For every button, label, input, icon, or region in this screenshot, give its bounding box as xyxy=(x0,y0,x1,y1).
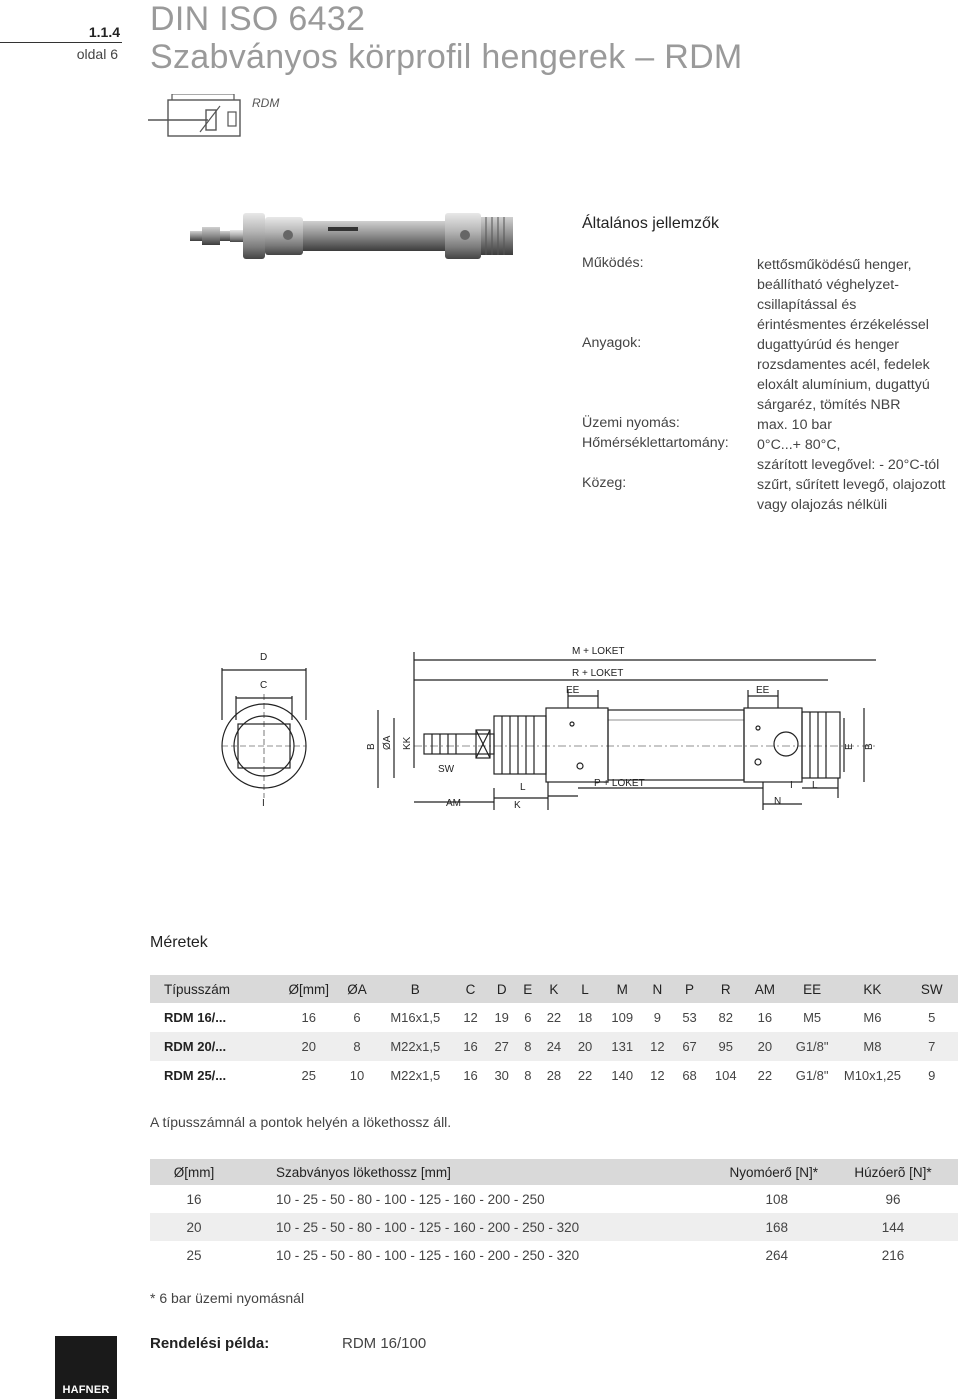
feature-value-line: szűrt, sűrített levegő, olajozott xyxy=(757,477,946,493)
dimensions-cell: G1/8" xyxy=(795,1068,829,1083)
drawing-label-i-right: I xyxy=(790,780,793,791)
cylinder-symbol-icon xyxy=(148,94,248,148)
drawing-label-k: K xyxy=(514,800,521,811)
dimensions-cell: 10 xyxy=(349,1068,365,1083)
feature-row xyxy=(582,435,960,475)
dimensions-header-cell: EE xyxy=(785,975,839,1003)
symbol-label: RDM xyxy=(252,96,280,110)
dimensions-header-cell: KK xyxy=(839,975,905,1003)
dimensions-cell: RDM 25/... xyxy=(164,1068,227,1083)
dimensions-cell: 109 xyxy=(611,1010,634,1025)
dimensions-cell: 95 xyxy=(707,1032,745,1061)
stroke-cell: 20 xyxy=(150,1213,238,1241)
drawing-label-kk: KK xyxy=(402,736,413,750)
dimensions-cell: 16 xyxy=(301,1010,316,1025)
type-note: A típusszámnál a pontok helyén a lökethossz áll. xyxy=(150,1114,452,1130)
hafner-logo xyxy=(55,1336,117,1399)
dimensions-cell: 27 xyxy=(488,1032,516,1061)
stroke-cell: 10 - 25 - 50 - 80 - 100 - 125 - 160 - 200 - 250 xyxy=(276,1191,545,1207)
drawing-label-b-left: B xyxy=(366,743,377,750)
dimensions-header-cell: Ø[mm] xyxy=(281,975,337,1003)
dimensions-cell: 5 xyxy=(928,1010,936,1025)
dimensions-header-cell: C xyxy=(453,975,487,1003)
dimensions-cell: 20 xyxy=(568,1032,602,1061)
logo-text: HAFNER xyxy=(62,1384,110,1396)
drawing-label-p-loket: P + LOKET xyxy=(594,778,645,789)
stroke-cell: 264 xyxy=(765,1247,788,1263)
dimensions-header-cell: SW xyxy=(906,975,958,1003)
feature-value-line: csillapítással és xyxy=(757,297,857,313)
dimensions-cell: 8 xyxy=(337,1032,377,1061)
feature-value xyxy=(757,435,960,475)
dimensions-cell: 6 xyxy=(353,1010,361,1025)
page-title: DIN ISO 6432 xyxy=(150,0,366,38)
dimensions-cell: M22x1,5 xyxy=(390,1068,441,1083)
dimensions-cell: 16 xyxy=(463,1068,478,1083)
table-row xyxy=(150,1003,958,1032)
feature-value-line: érintésmentes érzékeléssel xyxy=(757,317,929,333)
feature-label: Üzemi nyomás: xyxy=(582,415,680,431)
drawing-label-e: E xyxy=(844,743,855,750)
dimensions-cell: 30 xyxy=(494,1068,509,1083)
feature-label: Anyagok: xyxy=(582,335,642,351)
stroke-cell: 108 xyxy=(765,1191,788,1207)
stroke-header-cell: Ø[mm] xyxy=(150,1159,238,1185)
dimensions-header-cell: ØA xyxy=(337,975,377,1003)
feature-value-line: szárított levegővel: - 20°C-tól xyxy=(757,457,940,473)
dimensions-cell: 24 xyxy=(540,1032,568,1061)
dimensions-cell: 16 xyxy=(453,1032,487,1061)
dimensions-cell: 9 xyxy=(653,1010,662,1025)
feature-row xyxy=(582,335,960,415)
feature-value-line: eloxált alumínium, dugattyú xyxy=(757,377,930,393)
dimensions-cell: M10x1,25 xyxy=(843,1068,901,1083)
dimensions-table xyxy=(150,975,958,1090)
feature-value xyxy=(757,335,960,415)
dimensions-cell: 82 xyxy=(718,1010,733,1025)
feature-value-line: kettősműködésű henger, xyxy=(757,257,912,273)
drawing-label-b-right: B xyxy=(864,743,875,750)
dimensions-header-cell: N xyxy=(642,975,672,1003)
dimensions-cell: 22 xyxy=(757,1068,773,1083)
dimensions-cell: 53 xyxy=(682,1010,697,1025)
drawing-label-c: C xyxy=(260,680,268,691)
stroke-cell: 25 xyxy=(186,1247,202,1263)
dimensions-cell: 28 xyxy=(546,1068,562,1083)
dimensions-header-cell: K xyxy=(540,975,568,1003)
stroke-cell: 96 xyxy=(885,1191,901,1207)
order-example-value: RDM 16/100 xyxy=(342,1335,427,1352)
drawing-label-oa: ØA xyxy=(382,735,393,750)
drawing-label-r-loket: R + LOKET xyxy=(572,668,624,679)
dimensions-cell: 19 xyxy=(494,1010,509,1025)
dimensions-cell: 8 xyxy=(516,1032,540,1061)
drawing-label-ee-front: EE xyxy=(566,685,580,696)
feature-value xyxy=(757,415,960,435)
dimensions-cell: 16 xyxy=(757,1010,773,1025)
table-row xyxy=(150,1241,958,1269)
pressure-footnote: * 6 bar üzemi nyomásnál xyxy=(150,1290,305,1306)
stroke-table xyxy=(150,1159,958,1269)
drawing-label-am: AM xyxy=(446,798,461,809)
features-list xyxy=(582,255,960,515)
dimensions-cell: 20 xyxy=(745,1032,785,1061)
dimensions-cell: 67 xyxy=(672,1032,706,1061)
feature-label: Működés: xyxy=(582,255,644,271)
dimensions-cell: 140 xyxy=(611,1068,634,1083)
header-rule xyxy=(0,42,122,43)
dimension-drawing xyxy=(218,638,890,820)
drawing-label-l: L xyxy=(520,782,526,793)
feature-label: Közeg: xyxy=(582,475,627,491)
table-row xyxy=(150,1185,958,1213)
dimensions-header-cell: M xyxy=(602,975,642,1003)
dimensions-cell: 12 xyxy=(650,1068,665,1083)
cylinder-photo xyxy=(188,205,518,265)
feature-value xyxy=(757,255,960,335)
stroke-header-cell: Nyomóerő [N]* xyxy=(678,1159,828,1185)
drawing-label-d: D xyxy=(260,652,268,663)
page-number: oldal 6 xyxy=(76,46,118,62)
dimensions-cell: 68 xyxy=(682,1068,697,1083)
dimensions-cell: 6 xyxy=(524,1010,532,1025)
feature-value-line: dugattyúrúd és henger xyxy=(757,337,899,353)
dimensions-cell: M16x1,5 xyxy=(390,1010,441,1025)
stroke-header-cell: Szabványos lökethossz [mm] xyxy=(238,1159,678,1185)
stroke-cell: 216 xyxy=(881,1247,905,1263)
dimensions-cell: RDM 16/... xyxy=(164,1010,227,1025)
dimensions-cell: M22x1,5 xyxy=(377,1032,453,1061)
dimensions-cell: 12 xyxy=(642,1032,672,1061)
dimensions-cell: M8 xyxy=(839,1032,905,1061)
feature-value-line: rozsdamentes acél, fedelek xyxy=(757,357,930,373)
dimensions-header-cell: P xyxy=(672,975,706,1003)
dimensions-cell: 104 xyxy=(714,1068,737,1083)
stroke-header-cell: Húzóerõ [N]* xyxy=(828,1159,958,1185)
features-title: Általános jellemzők xyxy=(582,215,719,232)
stroke-cell: 16 xyxy=(186,1191,202,1207)
dimensions-cell: M6 xyxy=(863,1010,882,1025)
dimensions-cell: 12 xyxy=(463,1010,478,1025)
order-example-label: Rendelési példa: xyxy=(150,1335,270,1352)
drawing-label-ee-rear: EE xyxy=(756,685,770,696)
dimensions-cell: 9 xyxy=(928,1068,936,1083)
feature-value-line: 0°C...+ 80°C, xyxy=(757,437,841,453)
feature-row xyxy=(582,415,960,435)
dimensions-cell: M5 xyxy=(803,1010,822,1025)
dimensions-cell: RDM 20/... xyxy=(150,1032,281,1061)
dimensions-header-cell: E xyxy=(516,975,540,1003)
table-row xyxy=(150,1061,958,1090)
dimensions-title: Méretek xyxy=(150,934,208,951)
drawing-label-n: N xyxy=(774,796,782,807)
drawing-label-i: I xyxy=(262,798,265,809)
feature-row xyxy=(582,475,960,515)
feature-value-line: beállítható véghelyzet- xyxy=(757,277,899,293)
drawing-label-sw: SW xyxy=(438,764,455,775)
dimensions-cell: G1/8" xyxy=(785,1032,839,1061)
stroke-cell: 168 xyxy=(678,1213,828,1241)
stroke-cell: 10 - 25 - 50 - 80 - 100 - 125 - 160 - 200 - 250 - 320 xyxy=(238,1213,678,1241)
dimensions-cell: 20 xyxy=(281,1032,337,1061)
dimensions-cell: 25 xyxy=(301,1068,316,1083)
dimensions-cell: 22 xyxy=(577,1068,593,1083)
dimensions-cell: 8 xyxy=(524,1068,532,1083)
feature-row xyxy=(582,255,960,335)
stroke-cell: 144 xyxy=(828,1213,958,1241)
dimensions-header-cell: B xyxy=(377,975,453,1003)
drawing-label-m-loket: M + LOKET xyxy=(572,646,625,657)
feature-value xyxy=(757,475,960,515)
dimensions-cell: 22 xyxy=(546,1010,562,1025)
dimensions-header-cell: AM xyxy=(745,975,785,1003)
feature-value-line: max. 10 bar xyxy=(757,417,832,433)
dimensions-header-cell: L xyxy=(568,975,602,1003)
page-subtitle: Szabványos körprofil hengerek – RDM xyxy=(150,38,743,76)
dimensions-cell: 131 xyxy=(602,1032,642,1061)
feature-value-line: vagy olajozás nélküli xyxy=(757,497,888,513)
stroke-cell: 10 - 25 - 50 - 80 - 100 - 125 - 160 - 200 - 250 - 320 xyxy=(276,1247,580,1263)
table-row xyxy=(150,1213,958,1241)
dimensions-header-cell: R xyxy=(707,975,745,1003)
dimensions-cell: 7 xyxy=(906,1032,958,1061)
drawing-label-l-right: L xyxy=(812,780,818,791)
dimensions-cell: 18 xyxy=(577,1010,593,1025)
dimensions-header-cell: Típusszám xyxy=(150,975,281,1003)
feature-label: Hőmérséklettartomány: xyxy=(582,435,729,451)
dimensions-header-cell: D xyxy=(488,975,516,1003)
table-row xyxy=(150,1032,958,1061)
section-number: 1.1.4 xyxy=(88,24,120,40)
feature-value-line: sárgaréz, tömítés NBR xyxy=(757,397,901,413)
